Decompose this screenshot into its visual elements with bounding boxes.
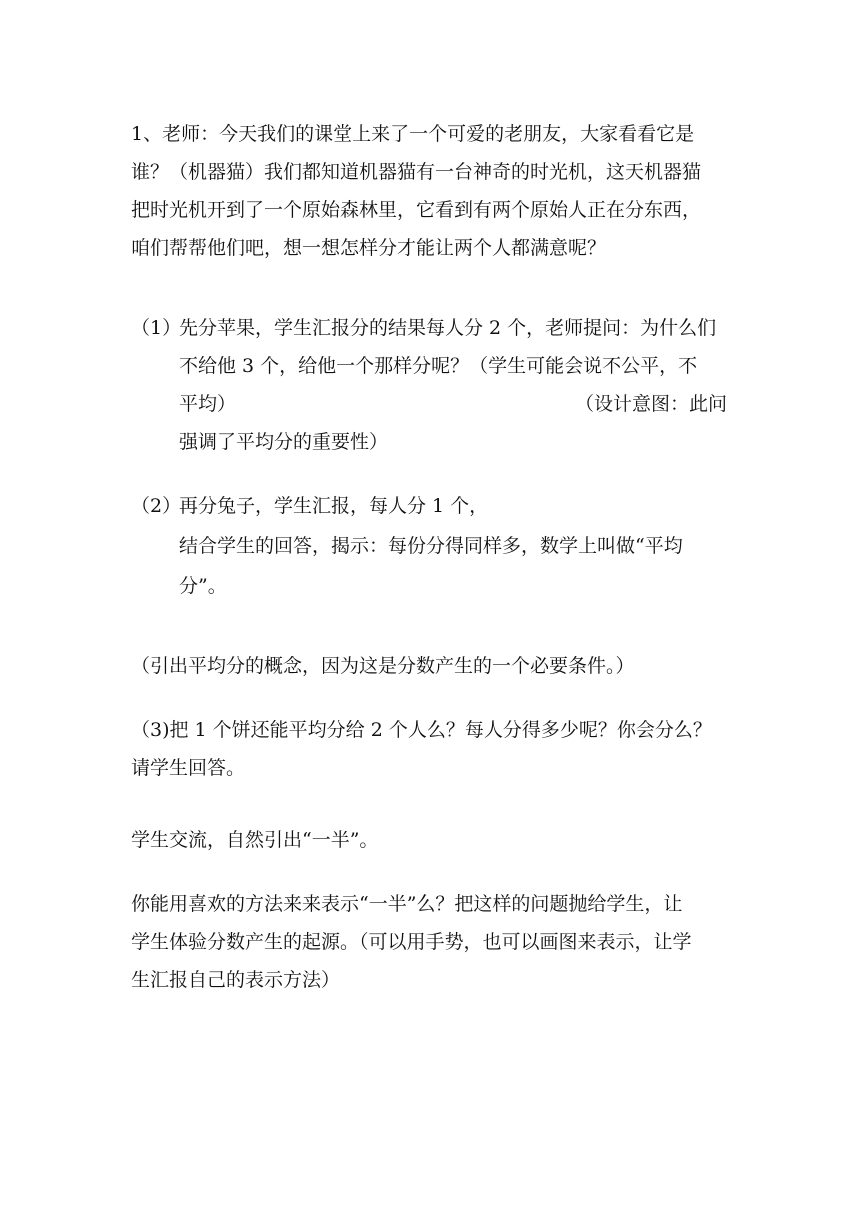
item2-text-1: 再分兔子，学生汇报，每人分 1 个， — [179, 495, 489, 517]
list-item-2 — [131, 488, 683, 608]
design-intent-label: （设计意图：此问 — [575, 393, 728, 415]
item3-line-2: 请学生回答。 — [131, 757, 246, 779]
concept-note: （引出平均分的概念，因为这是分数产生的一个必要条件。） — [131, 655, 635, 677]
item2-line-1 — [131, 488, 683, 528]
item1-line-3 — [131, 386, 728, 424]
item1-number: （1） — [131, 317, 182, 339]
express-line-1: 你能用喜欢的方法来来表示“一半”么？把这样的问题抛给学生，让 — [131, 893, 683, 915]
item2-line-3: 分”。 — [179, 575, 227, 597]
list-item-1 — [131, 310, 728, 462]
intro-paragraph — [131, 116, 701, 268]
intro-line-3: 把时光机开到了一个原始森林里，它看到有两个原始人正在分东西， — [131, 199, 702, 221]
express-paragraph — [131, 886, 692, 1000]
item1-text-1: 先分苹果，学生汇报分的结果每人分 2 个，老师提问：为什么们 — [179, 317, 717, 339]
item2-line-2: 结合学生的回答，揭示：每份分得同样多，数学上叫做“平均 — [179, 535, 683, 557]
item2-number: （2） — [131, 495, 182, 517]
exchange-paragraph: 学生交流，自然引出“一半”。 — [131, 829, 379, 851]
item1-line-4: 强调了平均分的重要性） — [179, 431, 389, 453]
intro-line-1: 1、老师：今天我们的课堂上来了一个可爱的老朋友，大家看看它是 — [131, 123, 695, 145]
express-line-2: 学生体验分数产生的起源。（可以用手势，也可以画图来表示，让学 — [131, 931, 692, 953]
intro-line-4: 咱们帮帮他们吧，想一想怎样分才能让两个人都满意呢？ — [131, 237, 607, 259]
item1-line-1 — [131, 310, 716, 348]
item1-text-3: 平均） — [179, 393, 237, 415]
express-line-3: 生汇报自己的表示方法） — [131, 969, 341, 991]
list-item-3 — [131, 712, 712, 788]
item1-line-2: 不给他 3 个，给他一个那样分呢？（学生可能会说不公平，不 — [179, 355, 698, 377]
intro-line-2: 谁？（机器猫）我们都知道机器猫有一台神奇的时光机，这天机器猫 — [131, 161, 702, 183]
item3-line-1: （3)把 1 个饼还能平均分给 2 个人么？每人分得多少呢？你会分么？ — [131, 719, 712, 741]
